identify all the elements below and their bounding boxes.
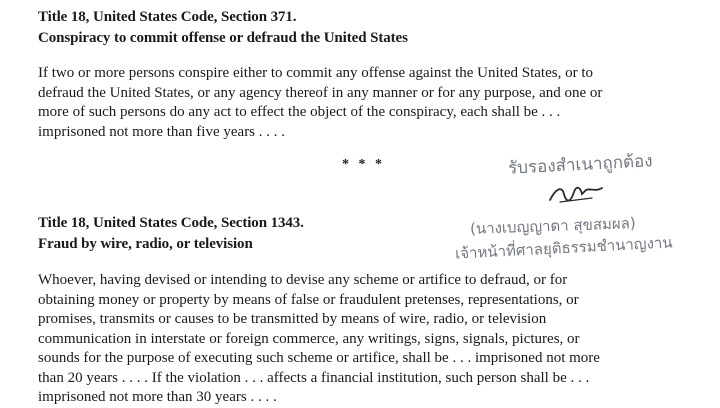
text-line: sounds for the purpose of executing such scheme or artifice, shall be . . . imprisoned not more bbox=[38, 350, 600, 366]
section-371-title: Title 18, United States Code, Section 371. bbox=[38, 9, 297, 25]
text-line: obtaining money or property by means of false or fraudulent pretenses, representations, or bbox=[38, 291, 579, 308]
certification-stamp-name: (นางเบญญาดา สุขสมผล) bbox=[469, 214, 636, 238]
section-371-text bbox=[38, 64, 678, 142]
text-line: defraud the United States, or any agency thereof in any manner or for any purpose, and one or bbox=[38, 84, 603, 101]
certification-stamp-line1: รับรองสำเนาถูกต้อง bbox=[507, 151, 654, 179]
text-line: communication in interstate or foreign commerce, any writings, signs, signals, pictures, or bbox=[38, 330, 580, 347]
section-1343-text bbox=[38, 271, 678, 408]
section-separator: * * * bbox=[342, 157, 385, 172]
text-line: If two or more persons conspire either to commit any offense against the United States, or to bbox=[38, 65, 593, 81]
text-line: than 20 years . . . . If the violation . . . affects a financial institution, such person shall be . . . bbox=[38, 369, 590, 386]
certification-stamp-position: เจ้าหน้าที่ศาลยุติธรรมชำนาญงาน bbox=[454, 233, 674, 263]
text-line: imprisoned not more than five years . . . . bbox=[38, 123, 286, 140]
section-1343-subtitle: Fraud by wire, radio, or television bbox=[38, 236, 253, 252]
section-371-subtitle: Conspiracy to commit offense or defraud the United States bbox=[38, 30, 408, 46]
text-line: imprisoned not more than 30 years . . . . bbox=[38, 389, 277, 405]
signature-mark bbox=[546, 178, 606, 208]
text-line: promises, transmits or causes to be transmitted by means of wire, radio, or television bbox=[38, 311, 547, 327]
text-line: more of such persons do any act to effect the object of the conspiracy, each shall be . . . bbox=[38, 104, 561, 120]
section-1343-title: Title 18, United States Code, Section 1343. bbox=[38, 215, 304, 231]
text-line: Whoever, having devised or intending to devise any scheme or artifice to defraud, or for bbox=[38, 272, 568, 288]
